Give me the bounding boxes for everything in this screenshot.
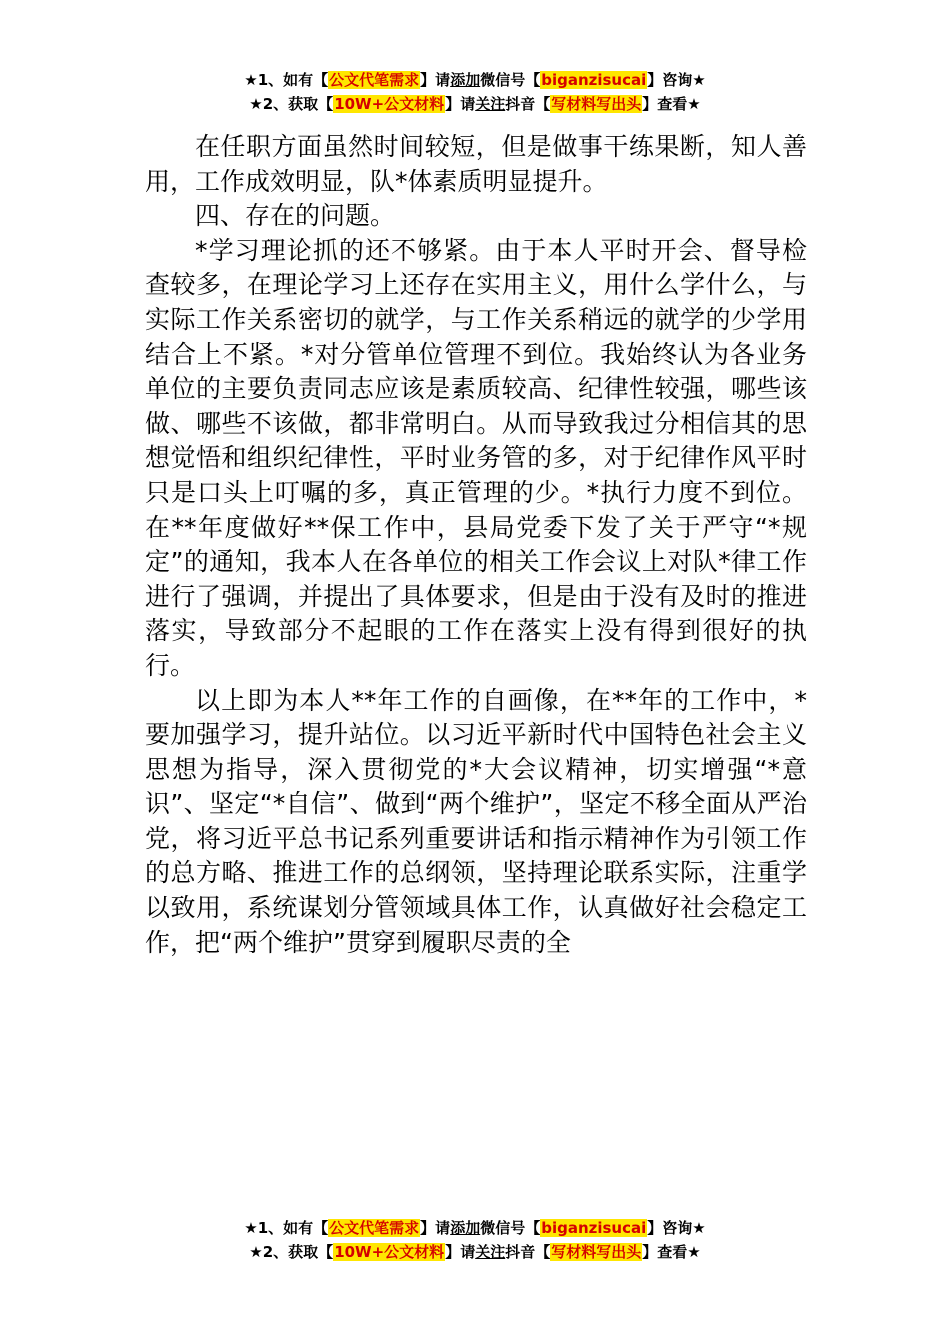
banner-line2-highlight-materials: 10W+公文材料 — [334, 95, 445, 113]
banner-line2-middle2: 抖音【 — [505, 95, 551, 113]
footer-banner-line-2 — [0, 1240, 950, 1264]
footer-line2-middle: 】请 — [445, 1243, 476, 1261]
banner-line-2 — [0, 92, 950, 116]
banner-line2-suffix: 】查看★ — [642, 95, 701, 113]
header-banner — [0, 68, 950, 116]
footer-banner — [0, 1216, 950, 1264]
banner-line2-prefix: ★2、获取【 — [249, 95, 334, 113]
footer-line2-prefix: ★2、获取【 — [249, 1243, 334, 1261]
banner-line2-middle: 】请 — [445, 95, 476, 113]
document-body — [145, 130, 807, 960]
footer-banner-line-1 — [0, 1216, 950, 1240]
banner-line2-highlight-douyin: 写材料写出头 — [551, 95, 642, 113]
footer-line2-underlined: 关注 — [475, 1243, 506, 1261]
banner-line1-highlight-wechat: biganzisucai — [541, 71, 647, 89]
paragraph-work-performance: 在任职方面虽然时间较短，但是做事干练果断，知人善用，工作成效明显，队*体素质明显提升。 — [145, 132, 807, 196]
banner-line1-highlight-service: 公文代笔需求 — [329, 71, 420, 89]
banner-line1-middle2: 微信号【 — [480, 71, 541, 89]
footer-line2-suffix: 】查看★ — [642, 1243, 701, 1261]
footer-line1-middle2: 微信号【 — [480, 1219, 541, 1237]
section-heading-problems: 四、存在的问题。 — [195, 201, 396, 231]
footer-line1-prefix: ★1、如有【 — [244, 1219, 329, 1237]
banner-line-1 — [0, 68, 950, 92]
paragraph-summary-plan: 以上即为本人**年工作的自画像，在**年的工作中，*要加强学习，提升站位。以习近平新时代中国特色社会主义思想为指导，深入贯彻党的*大会议精神，切实增强“*意识”、坚定“*自信”、做到“两个维护”，坚定不移全面从严治党，将习近平总书记系列重要讲话和指示精神作为引领工作的总方略、推进工作的总纲领，坚持理论联系实际，注重学以致用，系统谋划分管领域具体工作，认真做好社会稳定工作，把“两个维护”贯穿到履职尽责的全 — [145, 685, 807, 957]
banner-line1-underlined: 添加 — [450, 71, 481, 89]
footer-line1-suffix: 】咨询★ — [647, 1219, 706, 1237]
footer-line1-highlight-wechat: biganzisucai — [541, 1219, 647, 1237]
footer-line1-underlined: 添加 — [450, 1219, 481, 1237]
paragraph-problems: *学习理论抓的还不够紧。由于本人平时开会、督导检查较多，在理论学习上还存在实用主义，用什么学什么，与实际工作关系密切的就学，与工作关系稍远的就学的少学用结合上不紧。*对分管单位管理不到位。我始终认为各业务单位的主要负责同志应该是素质较高、纪律性较强，哪些该做、哪些不该做，都非常明白。从而导致我过分相信其的思想觉悟和组织纪律性，平时业务管的多，对于纪律作风平时只是口头上叮嘱的多，真正管理的少。*执行力度不到位。在**年度做好**保工作中，县局党委下发了关于严守“*规定”的通知，我本人在各单位的相关工作会议上对队*律工作进行了强调，并提出了具体要求，但是由于没有及时的推进落实，导致部分不起眼的工作在落实上没有得到很好的执行。 — [145, 235, 807, 680]
footer-line2-highlight-douyin: 写材料写出头 — [551, 1243, 642, 1261]
banner-line1-middle: 】请 — [420, 71, 451, 89]
banner-line1-prefix: ★1、如有【 — [244, 71, 329, 89]
footer-line2-highlight-materials: 10W+公文材料 — [334, 1243, 445, 1261]
footer-line2-middle2: 抖音【 — [505, 1243, 551, 1261]
banner-line1-suffix: 】咨询★ — [647, 71, 706, 89]
footer-line1-middle: 】请 — [420, 1219, 451, 1237]
banner-line2-underlined: 关注 — [475, 95, 506, 113]
footer-line1-highlight-service: 公文代笔需求 — [329, 1219, 420, 1237]
